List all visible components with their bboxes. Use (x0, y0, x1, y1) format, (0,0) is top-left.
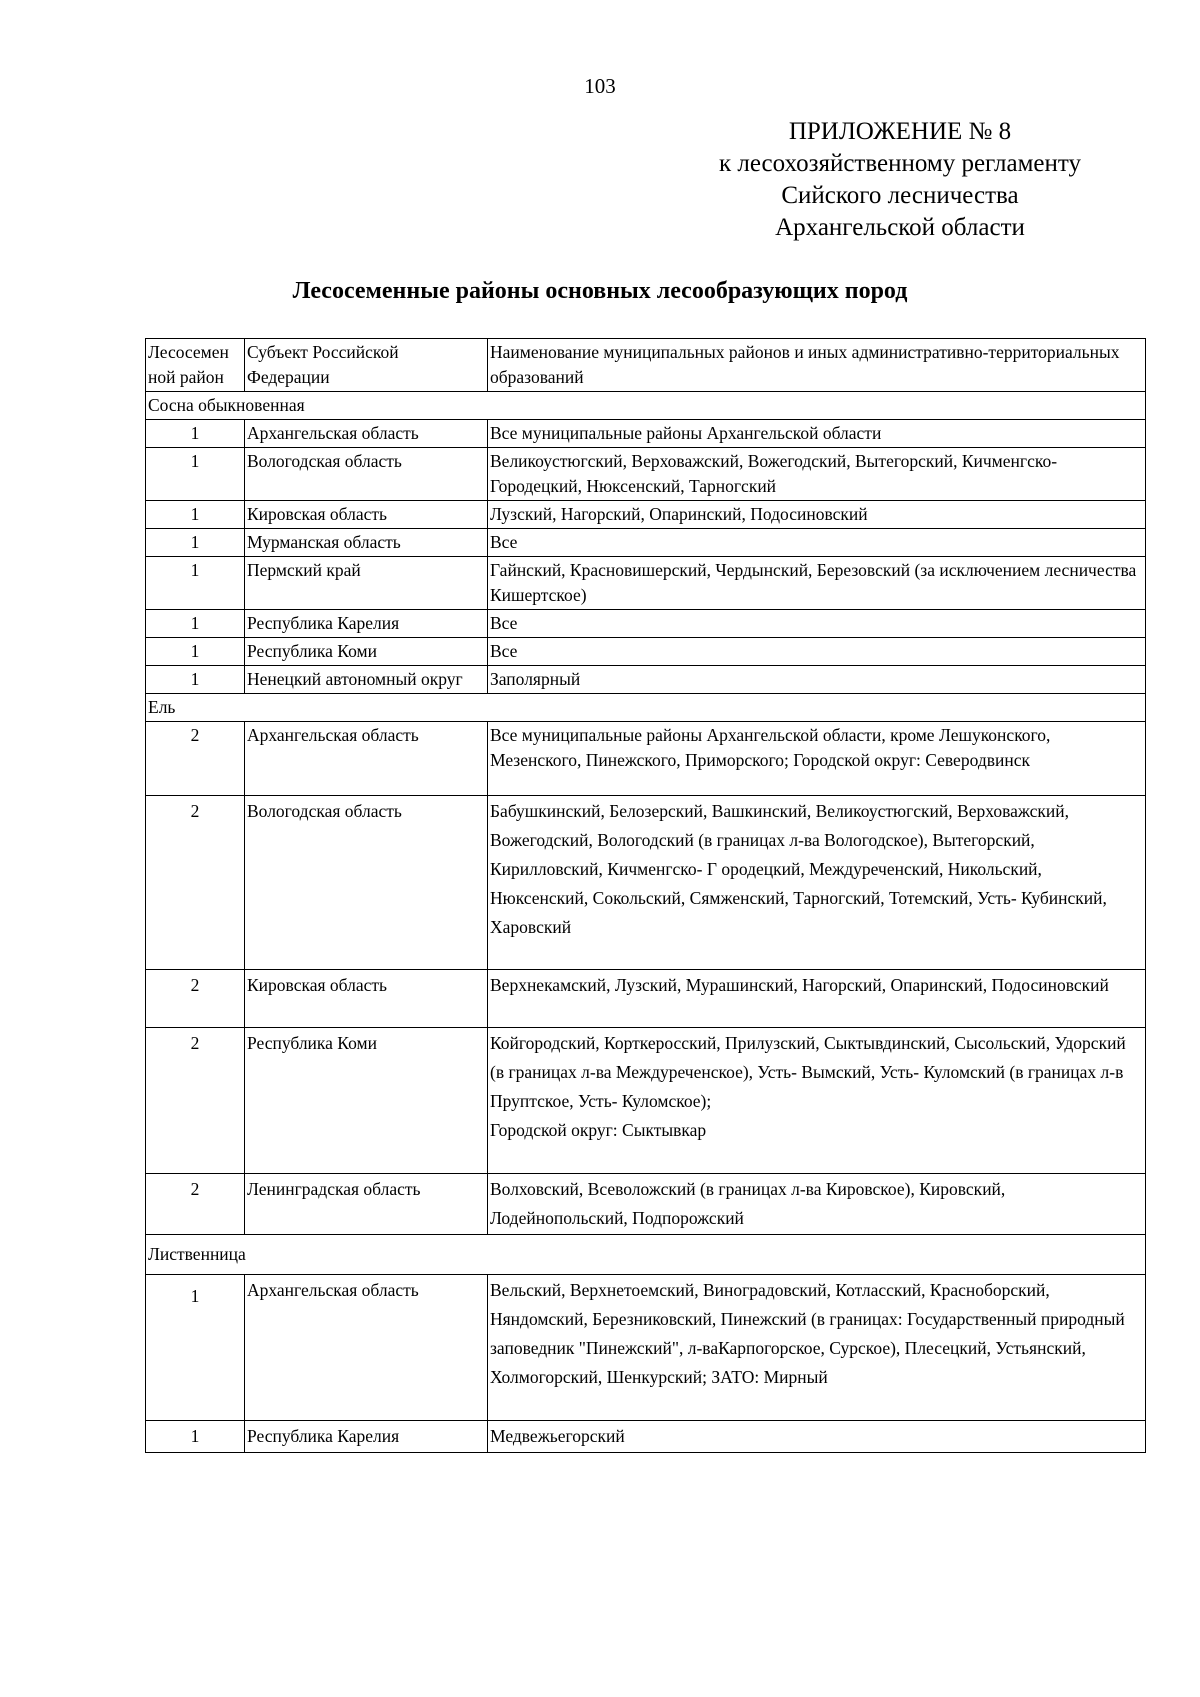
table-row (146, 557, 1146, 610)
subject-cell: Кировская область (245, 970, 488, 1028)
table-row (146, 529, 1146, 557)
districts-cell: Вельский, Верхнетоемский, Виноградовский, Котласский, Красноборский, Няндомский, Березниковский, Пинежский (в границах: Государственный природный заповедник "Пинежский", л-ваКарпогорское, Сурское), Плесецкий, Устьянский, Холмогорский, Шенкурский; ЗАТО: Мирный (488, 1275, 1146, 1421)
subject-cell: Вологодская область (245, 796, 488, 970)
zone-cell: 2 (146, 970, 245, 1028)
table-row (146, 1174, 1146, 1235)
districts-cell: Все (488, 610, 1146, 638)
table-row (146, 970, 1146, 1028)
table-row (146, 666, 1146, 694)
districts-cell: Верхнекамский, Лузский, Мурашинский, Нагорский, Опаринский, Подосиновский (488, 970, 1146, 1028)
districts-cell: Гайнский, Красновишерский, Чердынский, Березовский (за исключением лесничества Кишертское) (488, 557, 1146, 610)
header-subject: Субъект Российской Федерации (245, 339, 488, 392)
subject-cell: Архангельская область (245, 722, 488, 796)
zone-cell: 2 (146, 1028, 245, 1174)
zone-cell: 1 (146, 638, 245, 666)
appendix-heading (640, 116, 1160, 244)
table-row (146, 796, 1146, 970)
zone-cell: 1 (146, 610, 245, 638)
table-header-row (146, 339, 1146, 392)
zone-cell: 1 (146, 557, 245, 610)
districts-cell: Все (488, 529, 1146, 557)
districts-cell: Волховский, Всеволожский (в границах л-ва Кировское), Кировский, Лодейнопольский, Подпорожский (488, 1174, 1146, 1235)
table-row (146, 501, 1146, 529)
districts-cell: Заполярный (488, 666, 1146, 694)
appendix-line: ПРИЛОЖЕНИЕ № 8 (788, 118, 1012, 145)
appendix-line: к лесохозяйственному регламенту (718, 150, 1082, 177)
appendix-line: Архангельской области (775, 214, 1025, 241)
zone-cell: 1 (146, 529, 245, 557)
districts-text: Койгородский, Корткеросский, Прилузский, Сыктывдинский, Сысольский, Удорский (в границах л-ва Междуреченское), Усть- Вымский, Усть- Куломский (в границах л-в Пруптское, Усть- Куломское); (490, 1033, 1126, 1111)
section-title-larch: Лиственница (146, 1235, 1146, 1275)
table-row (146, 638, 1146, 666)
subject-cell: Республика Коми (245, 638, 488, 666)
table-row (146, 1421, 1146, 1453)
districts-cell: Великоустюгский, Верховажский, Вожегодский, Вытегорский, Кичменгско-Городецкий, Нюксенский, Тарногский (488, 448, 1146, 501)
appendix-line: Сийского лесничества (781, 182, 1019, 209)
zone-cell: 1 (146, 1421, 245, 1453)
subject-cell: Республика Коми (245, 1028, 488, 1174)
table-row (146, 448, 1146, 501)
zone-cell: 2 (146, 796, 245, 970)
districts-cell: Медвежьегорский (488, 1421, 1146, 1453)
subject-cell: Республика Карелия (245, 610, 488, 638)
districts-cell: Бабушкинский, Белозерский, Вашкинский, Великоустюгский, Верховажский, Вожегодский, Вологодский (в границах л-ва Вологодское), Вытегорский, Кирилловский, Кичменгско- Г ородецкий, Междуреченский, Никольский, Нюксенский, Сокольский, Сямженский, Тарногский, Тотемский, Усть- Кубинский, Харовский (488, 796, 1146, 970)
districts-cell (488, 1028, 1146, 1174)
table-row (146, 1275, 1146, 1421)
subject-cell: Ненецкий автономный округ (245, 666, 488, 694)
zone-cell: 1 (146, 448, 245, 501)
table-row (146, 610, 1146, 638)
section-title-spruce: Ель (146, 694, 1146, 722)
districts-cell: Все муниципальные районы Архангельской области, кроме Лешуконского, Мезенского, Пинежского, Приморского; Городской округ: Северодвинск (488, 722, 1146, 796)
subject-cell: Мурманская область (245, 529, 488, 557)
subject-cell: Архангельская область (245, 1275, 488, 1421)
districts-cell: Лузский, Нагорский, Опаринский, Подосиновский (488, 501, 1146, 529)
zone-cell: 1 (146, 1275, 245, 1421)
zone-cell: 1 (146, 420, 245, 448)
zone-cell: 2 (146, 1174, 245, 1235)
subject-cell: Республика Карелия (245, 1421, 488, 1453)
page-number: 103 (584, 74, 616, 98)
section-title-pine: Сосна обыкновенная (146, 392, 1146, 420)
table-row (146, 722, 1146, 796)
zone-cell: 1 (146, 666, 245, 694)
zone-cell: 2 (146, 722, 245, 796)
document-title: Лесосеменные районы основных лесообразующих пород (292, 278, 908, 304)
districts-cell: Все (488, 638, 1146, 666)
subject-cell: Пермский край (245, 557, 488, 610)
section-row (146, 694, 1146, 722)
section-row (146, 1235, 1146, 1275)
districts-cell: Все муниципальные районы Архангельской области (488, 420, 1146, 448)
seed-zones-table (145, 338, 1146, 1453)
table-row (146, 420, 1146, 448)
zone-cell: 1 (146, 501, 245, 529)
section-row (146, 392, 1146, 420)
subject-cell: Кировская область (245, 501, 488, 529)
subject-cell: Вологодская область (245, 448, 488, 501)
table-row (146, 1028, 1146, 1174)
subject-cell: Ленинградская область (245, 1174, 488, 1235)
districts-text-extra: Городской округ: Сыктывкар (490, 1120, 707, 1140)
subject-cell: Архангельская область (245, 420, 488, 448)
header-zone: Лесосемен ной район (146, 339, 245, 392)
header-districts: Наименование муниципальных районов и иных административно-территориальных образований (488, 339, 1146, 392)
